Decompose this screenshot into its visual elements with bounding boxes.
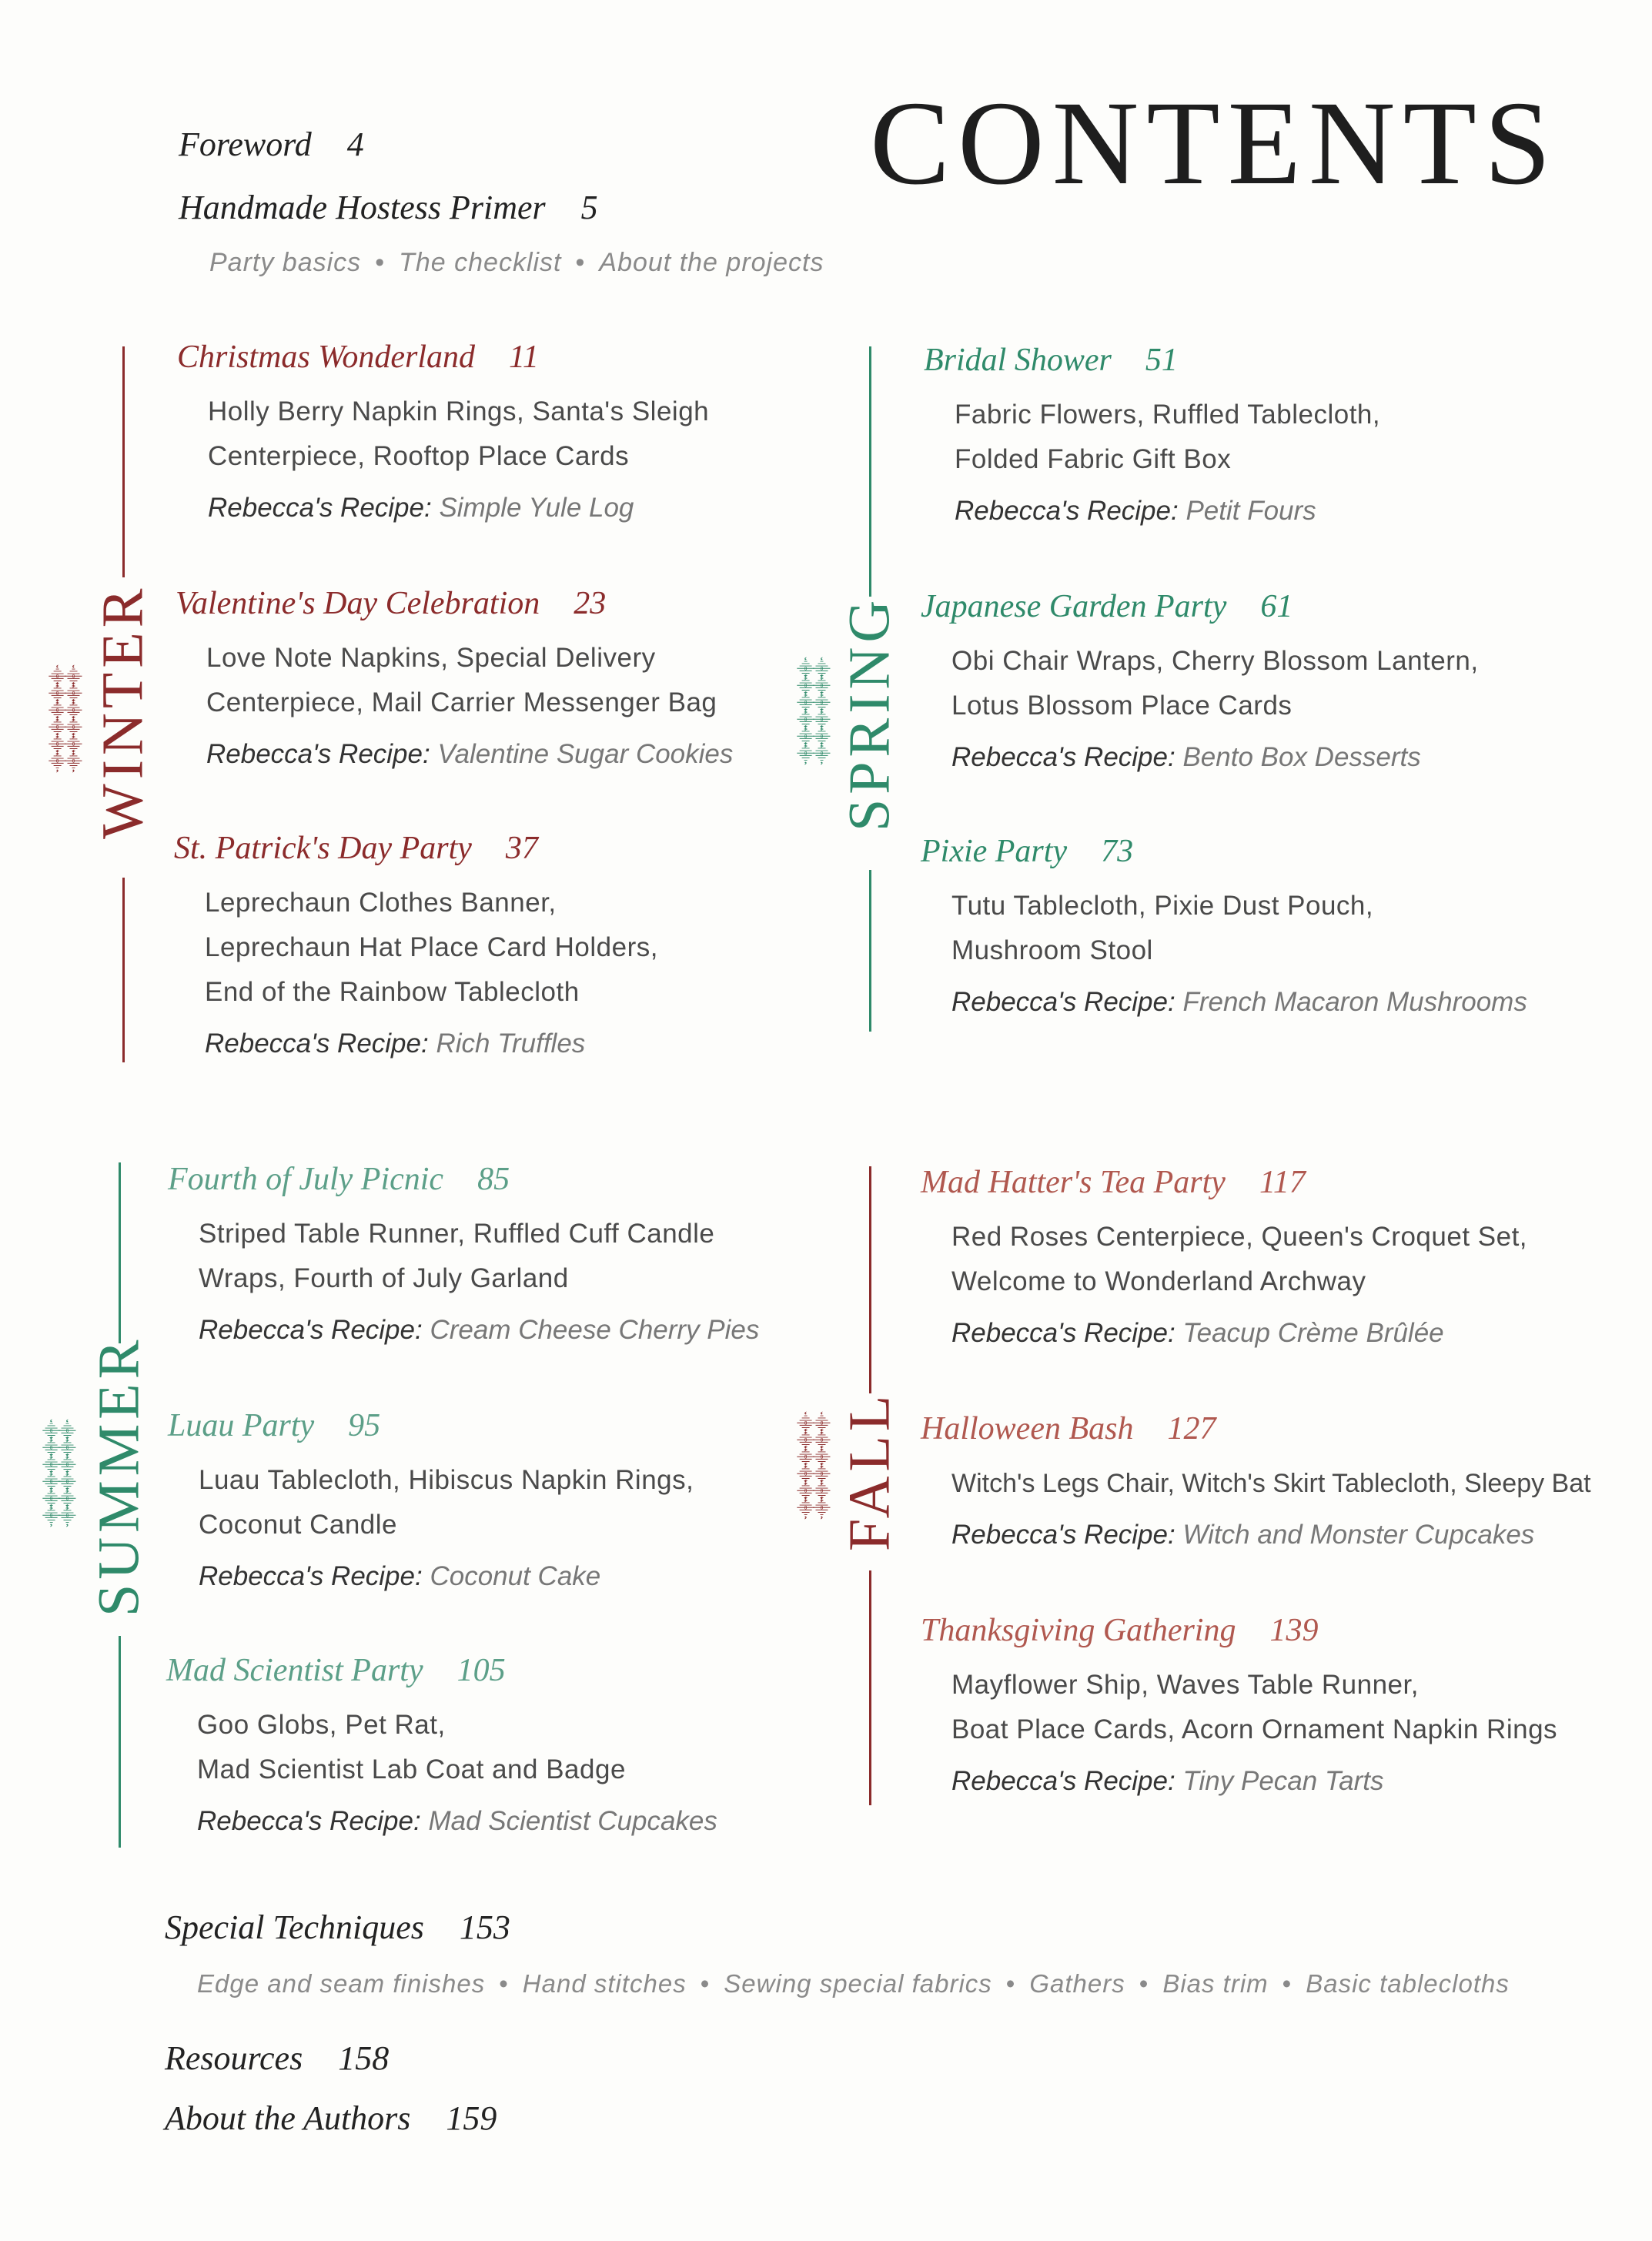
special-subtopics <box>197 1969 1510 1999</box>
section-page: 139 <box>1269 1613 1319 1648</box>
recipe-name: Simple Yule Log <box>439 493 634 523</box>
recipe-label: Rebecca's Recipe: <box>951 1318 1175 1348</box>
section-title: Bridal Shower <box>924 343 1112 378</box>
toc-section-thanksgiving[interactable] <box>921 1612 1614 1797</box>
item-line: Centerpiece, Rooftop Place Cards <box>208 441 630 471</box>
section-items <box>951 1215 1614 1304</box>
item-line: Witch's Legs Chair, Witch's Skirt Tablecloth, Sleepy Bat <box>951 1469 1591 1498</box>
section-items <box>208 390 870 479</box>
recipe-name: Bento Box Desserts <box>1182 742 1421 772</box>
section-page: 37 <box>505 831 538 866</box>
ornament-icon <box>48 670 79 771</box>
toc-section-hatter[interactable] <box>921 1164 1614 1349</box>
item-line: Luau Tablecloth, Hibiscus Napkin Rings, <box>199 1465 694 1495</box>
item-line: Welcome to Wonderland Archway <box>951 1266 1366 1296</box>
recipe-label: Rebecca's Recipe: <box>208 493 432 523</box>
season-rule <box>869 1166 871 1393</box>
item-line: Boat Place Cards, Acorn Ornament Napkin Rings <box>951 1714 1558 1744</box>
section-heading <box>176 585 868 622</box>
toc-entry-page: 5 <box>580 189 598 226</box>
section-title: Mad Scientist Party <box>166 1653 423 1688</box>
toc-entry-page: 153 <box>459 1908 510 1946</box>
section-page: 127 <box>1167 1411 1216 1447</box>
section-items <box>951 639 1614 728</box>
section-recipe <box>951 1318 1614 1349</box>
recipe-label: Rebecca's Recipe: <box>951 1766 1175 1796</box>
recipe-label: Rebecca's Recipe: <box>205 1029 429 1059</box>
section-recipe <box>199 1561 861 1592</box>
section-items <box>199 1212 861 1301</box>
recipe-name: Teacup Crème Brûlée <box>1182 1318 1444 1348</box>
section-recipe <box>951 1766 1614 1797</box>
item-line: Mayflower Ship, Waves Table Runner, <box>951 1670 1419 1700</box>
section-items <box>955 393 1617 482</box>
ornament-row: ⸎⸎ <box>42 1440 75 1459</box>
separator-dot: • <box>499 1969 509 1998</box>
item-line: Leprechaun Hat Place Card Holders, <box>205 932 658 962</box>
subtopic: About the projects <box>599 248 824 277</box>
section-title: Valentine's Day Celebration <box>176 586 540 621</box>
item-line: Holly Berry Napkin Rings, Santa's Sleigh <box>208 396 710 426</box>
section-heading <box>168 1407 861 1444</box>
ornament-row: ⸎⸎ <box>48 719 81 738</box>
subtopic: The checklist <box>399 248 562 277</box>
toc-entry-label: Special Techniques <box>165 1908 424 1946</box>
recipe-label: Rebecca's Recipe: <box>951 987 1175 1017</box>
section-recipe <box>205 1029 867 1059</box>
section-heading <box>921 588 1614 625</box>
toc-entry-resources[interactable] <box>165 2039 389 2078</box>
item-line: Love Note Napkins, Special Delivery <box>206 643 656 673</box>
season-label: FALL <box>837 1390 902 1551</box>
recipe-label: Rebecca's Recipe: <box>951 1520 1175 1550</box>
toc-section-pixie[interactable] <box>921 833 1614 1018</box>
recipe-name: Cream Cheese Cherry Pies <box>430 1315 760 1345</box>
subtopic: Bias trim <box>1162 1969 1269 1998</box>
item-line: Obi Chair Wraps, Cherry Blossom Lantern, <box>951 646 1479 676</box>
toc-entry-foreword[interactable] <box>179 125 364 164</box>
section-heading <box>924 342 1617 379</box>
separator-dot: • <box>1282 1969 1293 1998</box>
toc-section-japanese[interactable] <box>921 588 1614 773</box>
section-title: Mad Hatter's Tea Party <box>921 1165 1226 1200</box>
ornament-row: ⸎⸎ <box>48 753 81 772</box>
toc-entry-label: Foreword <box>179 125 312 163</box>
season-label: SPRING <box>837 595 902 831</box>
section-items <box>199 1458 861 1547</box>
ornament-row: ⸎⸎ <box>797 1415 829 1434</box>
section-page: 11 <box>509 339 539 375</box>
ornament-row: ⸎⸎ <box>48 736 81 755</box>
toc-entry-label: About the Authors <box>165 2099 411 2137</box>
item-line: Wraps, Fourth of July Garland <box>199 1263 569 1293</box>
item-line: Coconut Candle <box>199 1510 397 1540</box>
section-heading <box>174 830 867 867</box>
section-page: 105 <box>456 1653 506 1688</box>
ornament-row: ⸎⸎ <box>797 728 829 748</box>
ornament-row: ⸎⸎ <box>797 694 829 714</box>
section-items <box>951 1663 1614 1752</box>
section-title: Halloween Bash <box>921 1411 1134 1447</box>
section-items <box>951 1461 1614 1506</box>
recipe-name: Witch and Monster Cupcakes <box>1182 1520 1535 1550</box>
section-page: 95 <box>348 1408 381 1443</box>
subtopic: Sewing special fabrics <box>724 1969 992 1998</box>
section-title: Japanese Garden Party <box>921 589 1227 624</box>
subtopic: Edge and seam finishes <box>197 1969 486 1998</box>
recipe-label: Rebecca's Recipe: <box>951 742 1175 772</box>
recipe-name: French Macaron Mushrooms <box>1182 987 1527 1017</box>
recipe-name: Valentine Sugar Cookies <box>437 739 734 769</box>
recipe-label: Rebecca's Recipe: <box>955 496 1179 526</box>
section-recipe <box>951 742 1614 773</box>
ornament-row: ⸎⸎ <box>797 1500 829 1519</box>
toc-entry-label: Handmade Hostess Primer <box>179 189 546 226</box>
section-items <box>951 884 1614 973</box>
section-heading <box>168 1161 861 1198</box>
recipe-name: Mad Scientist Cupcakes <box>428 1806 717 1836</box>
ornament-row: ⸎⸎ <box>797 1466 829 1485</box>
toc-entry-special-techniques[interactable] <box>165 1908 510 1947</box>
season-rule <box>122 346 125 577</box>
primer-subtopics <box>209 248 824 278</box>
ornament-row: ⸎⸎ <box>797 677 829 697</box>
separator-dot: • <box>700 1969 711 1998</box>
section-heading <box>921 1612 1614 1649</box>
toc-entry-page: 159 <box>446 2099 497 2137</box>
ornament-row: ⸎⸎ <box>797 1449 829 1468</box>
recipe-label: Rebecca's Recipe: <box>199 1315 423 1345</box>
section-recipe <box>951 987 1614 1018</box>
item-line: Mad Scientist Lab Coat and Badge <box>197 1754 626 1784</box>
section-page: 61 <box>1260 589 1293 624</box>
season-rule <box>869 870 871 1032</box>
ornament-row: ⸎⸎ <box>48 702 81 721</box>
page-title: CONTENTS <box>870 76 1559 209</box>
separator-dot: • <box>1139 1969 1149 1998</box>
toc-section-halloween[interactable] <box>921 1410 1614 1550</box>
ornament-row: ⸎⸎ <box>48 685 81 704</box>
item-line: Striped Table Runner, Ruffled Cuff Candle <box>199 1219 715 1249</box>
toc-section-stpatrick[interactable] <box>174 830 867 1059</box>
season-rule <box>119 1636 121 1848</box>
subtopic: Gathers <box>1029 1969 1125 1998</box>
section-title: Thanksgiving Gathering <box>921 1613 1236 1648</box>
section-items <box>205 881 867 1015</box>
recipe-label: Rebecca's Recipe: <box>199 1561 423 1591</box>
section-page: 51 <box>1145 343 1178 378</box>
section-title: Christmas Wonderland <box>177 339 476 375</box>
ornament-row: ⸎⸎ <box>797 1432 829 1451</box>
ornament-row: ⸎⸎ <box>797 745 829 764</box>
section-recipe <box>197 1806 859 1837</box>
recipe-name: Coconut Cake <box>430 1561 601 1591</box>
section-recipe <box>955 496 1617 527</box>
season-label: WINTER <box>90 584 156 839</box>
item-line: Lotus Blossom Place Cards <box>951 691 1293 721</box>
ornament-row: ⸎⸎ <box>42 1490 75 1510</box>
ornament-row: ⸎⸎ <box>42 1507 75 1527</box>
ornament-row: ⸎⸎ <box>797 661 829 680</box>
section-title: St. Patrick's Day Party <box>174 831 472 866</box>
toc-section-bridal[interactable] <box>924 342 1617 527</box>
ornament-row: ⸎⸎ <box>797 1483 829 1502</box>
section-recipe <box>208 493 870 523</box>
section-heading <box>921 1164 1614 1201</box>
season-rule <box>122 878 125 1062</box>
ornament-row: ⸎⸎ <box>42 1473 75 1493</box>
section-page: 73 <box>1101 834 1134 869</box>
section-heading <box>921 833 1614 870</box>
item-line: Goo Globs, Pet Rat, <box>197 1710 446 1740</box>
toc-section-christmas[interactable] <box>177 339 870 523</box>
recipe-label: Rebecca's Recipe: <box>206 739 430 769</box>
separator-dot: • <box>1005 1969 1016 1998</box>
toc-entry-page: 4 <box>346 125 364 163</box>
item-line: Mushroom Stool <box>951 935 1153 965</box>
section-page: 23 <box>574 586 607 621</box>
item-line: End of the Rainbow Tablecloth <box>205 977 580 1007</box>
item-line: Red Roses Centerpiece, Queen's Croquet Set, <box>951 1222 1528 1252</box>
ornament-icon <box>42 1424 73 1526</box>
ornament-row: ⸎⸎ <box>42 1423 75 1442</box>
section-title: Pixie Party <box>921 834 1068 869</box>
section-page: 117 <box>1259 1165 1306 1200</box>
season-rule <box>119 1162 121 1343</box>
section-recipe <box>199 1315 861 1346</box>
recipe-name: Petit Fours <box>1185 496 1316 526</box>
subtopic: Party basics <box>209 248 362 277</box>
recipe-name: Tiny Pecan Tarts <box>1182 1766 1384 1796</box>
subtopic: Hand stitches <box>522 1969 687 1998</box>
section-heading <box>166 1652 859 1689</box>
subtopic: Basic tablecloths <box>1306 1969 1510 1998</box>
toc-entry-primer[interactable] <box>179 188 598 227</box>
toc-section-valentine[interactable] <box>176 585 868 770</box>
section-recipe <box>951 1520 1614 1550</box>
toc-section-luau[interactable] <box>168 1407 861 1592</box>
separator-dot: • <box>375 248 386 277</box>
item-line: Tutu Tablecloth, Pixie Dust Pouch, <box>951 891 1374 921</box>
item-line: Folded Fabric Gift Box <box>955 444 1232 474</box>
toc-entry-about-authors[interactable] <box>165 2099 497 2138</box>
section-items <box>197 1703 859 1792</box>
season-rule <box>869 1570 871 1805</box>
toc-entry-label: Resources <box>165 2039 303 2077</box>
recipe-name: Rich Truffles <box>436 1029 586 1059</box>
recipe-label: Rebecca's Recipe: <box>197 1806 421 1836</box>
toc-section-scientist[interactable] <box>166 1652 859 1837</box>
section-title: Fourth of July Picnic <box>168 1162 444 1197</box>
section-recipe <box>206 739 868 770</box>
item-line: Centerpiece, Mail Carrier Messenger Bag <box>206 687 717 717</box>
ornament-row: ⸎⸎ <box>42 1457 75 1476</box>
separator-dot: • <box>575 248 586 277</box>
item-line: Fabric Flowers, Ruffled Tablecloth, <box>955 400 1381 430</box>
ornament-row: ⸎⸎ <box>48 668 81 687</box>
section-title: Luau Party <box>168 1408 315 1443</box>
season-label: SUMMER <box>86 1335 152 1617</box>
section-heading <box>921 1410 1614 1447</box>
section-items <box>206 636 868 725</box>
toc-entry-page: 158 <box>338 2039 390 2077</box>
toc-section-july[interactable] <box>168 1161 861 1346</box>
ornament-row: ⸎⸎ <box>797 711 829 731</box>
item-line: Leprechaun Clothes Banner, <box>205 888 557 918</box>
section-heading <box>177 339 870 376</box>
section-page: 85 <box>477 1162 510 1197</box>
